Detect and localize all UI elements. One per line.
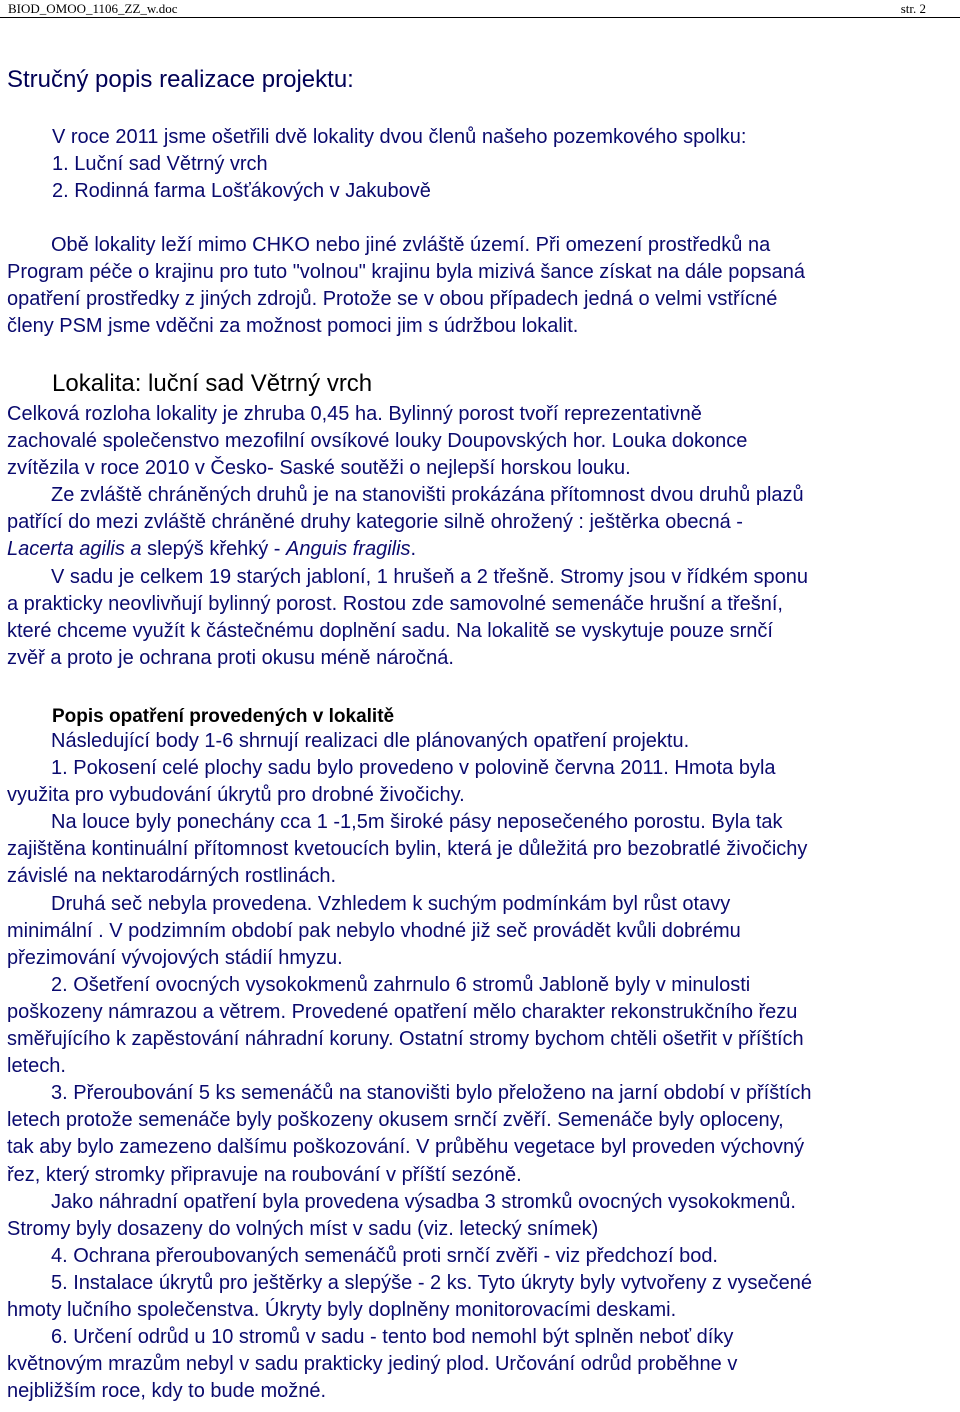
paragraph-line: zachovalé společenstvo mezofilní ovsíkové louky Doupovských hor. Louka dokonce	[7, 430, 748, 453]
document-filename: BIOD_OMOO_1106_ZZ_w.doc	[8, 1, 178, 16]
measure-line: hmoty lučního společenstva. Úkryty byly doplněny monitorovacími deskami.	[7, 1298, 677, 1321]
measure-line: Následující body 1-6 shrnují realizaci dle plánovaných opatření projektu.	[51, 730, 690, 752]
paragraph-line: patřící do mezi zvláště chráněné druhy kategorie silně ohrožený : ještěrka obecná -	[7, 511, 743, 534]
measure-line: 1. Pokosení celé plochy sadu bylo provedeno v polovině června 2011. Hmota byla	[51, 757, 776, 780]
measures-heading: Popis opatření provedených v lokalitě	[52, 706, 395, 727]
species-names-line	[7, 536, 959, 563]
measure-line: květnovým mrazům nebyl v sadu prakticky jediný plod. Určování odrůd proběhne v	[7, 1353, 738, 1376]
paragraph-line: Ze zvláště chráněných druhů je na stanovišti prokázána přítomnost dvou druhů plazů	[51, 484, 804, 507]
paragraph-line: které chceme využít k částečnému doplnění sadu. Na lokalitě se vyskytuje pouze srnčí	[7, 619, 773, 642]
paragraph-line: členy PSM jsme vděčni za možnost pomoci jim s údržbou lokalit.	[7, 315, 579, 338]
paragraph-line: Celková rozloha lokality je zhruba 0,45 ha. Bylinný porost tvoří reprezentativně	[7, 403, 702, 425]
page-number: str. 2	[900, 1, 926, 16]
measure-line: 5. Instalace úkrytů pro ještěrky a slepýše - 2 ks. Tyto úkryty byly vytvořeny z vysečené	[51, 1271, 813, 1294]
latin-name: Anguis fragilis	[286, 538, 411, 561]
measure-line: využita pro vybudování úkrytů pro drobné živočichy.	[7, 784, 465, 807]
locality-heading: Lokalita: luční sad Větrný vrch	[52, 370, 373, 397]
measure-line: letech protože semenáče byly poškozeny okusem srnčí zvěří. Semenáče byly oploceny,	[7, 1109, 784, 1132]
measures-block	[7, 728, 959, 1405]
measure-line: Na louce byly ponechány cca 1 -1,5m široké pásy neposečeného porostu. Byla tak	[51, 811, 783, 834]
header-rule	[0, 17, 960, 18]
intro-line: 1. Luční sad Větrný vrch	[52, 153, 268, 176]
page-title: Stručný popis realizace projektu:	[7, 66, 354, 93]
intro-line: V roce 2011 jsme ošetřili dvě lokality dvou členů našeho pozemkového spolku:	[52, 126, 747, 148]
measure-line: závislé na nektarodárných rostlinách.	[7, 865, 337, 888]
paragraph-line: zvítězila v roce 2010 v Česko- Saské soutěži o nejlepší horskou louku.	[7, 457, 631, 480]
species-text: .	[410, 538, 417, 561]
intro-block	[52, 124, 960, 205]
locality-description	[7, 401, 959, 672]
measure-line: letech.	[7, 1055, 66, 1078]
measure-line: 4. Ochrana přeroubovaných semenáčů proti srnčí zvěři - viz předchozí bod.	[51, 1244, 718, 1267]
paragraph-line: V sadu je celkem 19 starých jabloní, 1 hrušeň a 2 třešně. Stromy jsou v řídkém sponu	[51, 565, 809, 588]
measure-line: přezimování vývojových stádií hmyzu.	[7, 946, 343, 969]
measure-line: směřujícího k zapěstování náhradní koruny. Ostatní stromy bychom chtěli ošetřit v příštích	[7, 1028, 804, 1051]
page-header	[0, 0, 960, 18]
measure-line: 6. Určení odrůd u 10 stromů v sadu - tento bod nemohl být splněn neboť díky	[51, 1326, 734, 1349]
paragraph-line: zvěř a proto je ochrana proti okusu méně náročná.	[7, 646, 454, 669]
context-paragraph	[7, 232, 959, 340]
measure-line: nejbližším roce, kdy to bude možné.	[7, 1380, 327, 1403]
measure-line: zajištěna kontinuální přítomnost kvetoucích bylin, která je důležitá pro bezobratlé živočichy	[7, 838, 808, 861]
measure-line: řez, který stromky připravuje na roubování v příští sezóně.	[7, 1163, 522, 1186]
species-text: slepýš křehký -	[141, 538, 287, 561]
measure-line: poškozeny námrazou a větrem. Provedené opatření mělo charakter rekonstrukčního řezu	[7, 1000, 798, 1023]
paragraph-line: opatření prostředky z jiných zdrojů. Protože se v obou případech jedná o velmi vstřícné	[7, 288, 778, 311]
measure-line: minimální . V podzimním období pak nebylo vhodné již seč provádět kvůli dobrému	[7, 919, 741, 942]
measure-line: tak aby bylo zamezeno dalšímu poškozování. V průběhu vegetace byl proveden výchovný	[7, 1136, 805, 1159]
measure-line: 3. Přeroubování 5 ks semenáčů na stanovišti bylo přeloženo na jarní období v příštích	[51, 1082, 812, 1105]
latin-name: Lacerta agilis a	[7, 538, 142, 561]
measure-line: 2. Ošetření ovocných vysokokmenů zahrnulo 6 stromů Jabloně byly v minulosti	[51, 973, 751, 996]
paragraph-line: Program péče o krajinu pro tuto "volnou" krajinu byla mizivá šance získat na dále popsaná	[7, 261, 805, 284]
measure-line: Druhá seč nebyla provedena. Vzhledem k suchým podmínkám byl růst otavy	[51, 892, 731, 915]
measure-line: Stromy byly dosazeny do volných míst v sadu (viz. letecký snímek)	[7, 1217, 599, 1240]
measure-line: Jako náhradní opatření byla provedena výsadba 3 stromků ovocných vysokokmenů.	[51, 1190, 796, 1213]
intro-line: 2. Rodinná farma Lošťákových v Jakubově	[52, 180, 431, 203]
paragraph-line: Obě lokality leží mimo CHKO nebo jiné zvláště území. Při omezení prostředků na	[51, 234, 771, 256]
paragraph-line: a prakticky neovlivňují bylinný porost. Rostou zde samovolné semenáče hrušní a třešní,	[7, 592, 783, 615]
